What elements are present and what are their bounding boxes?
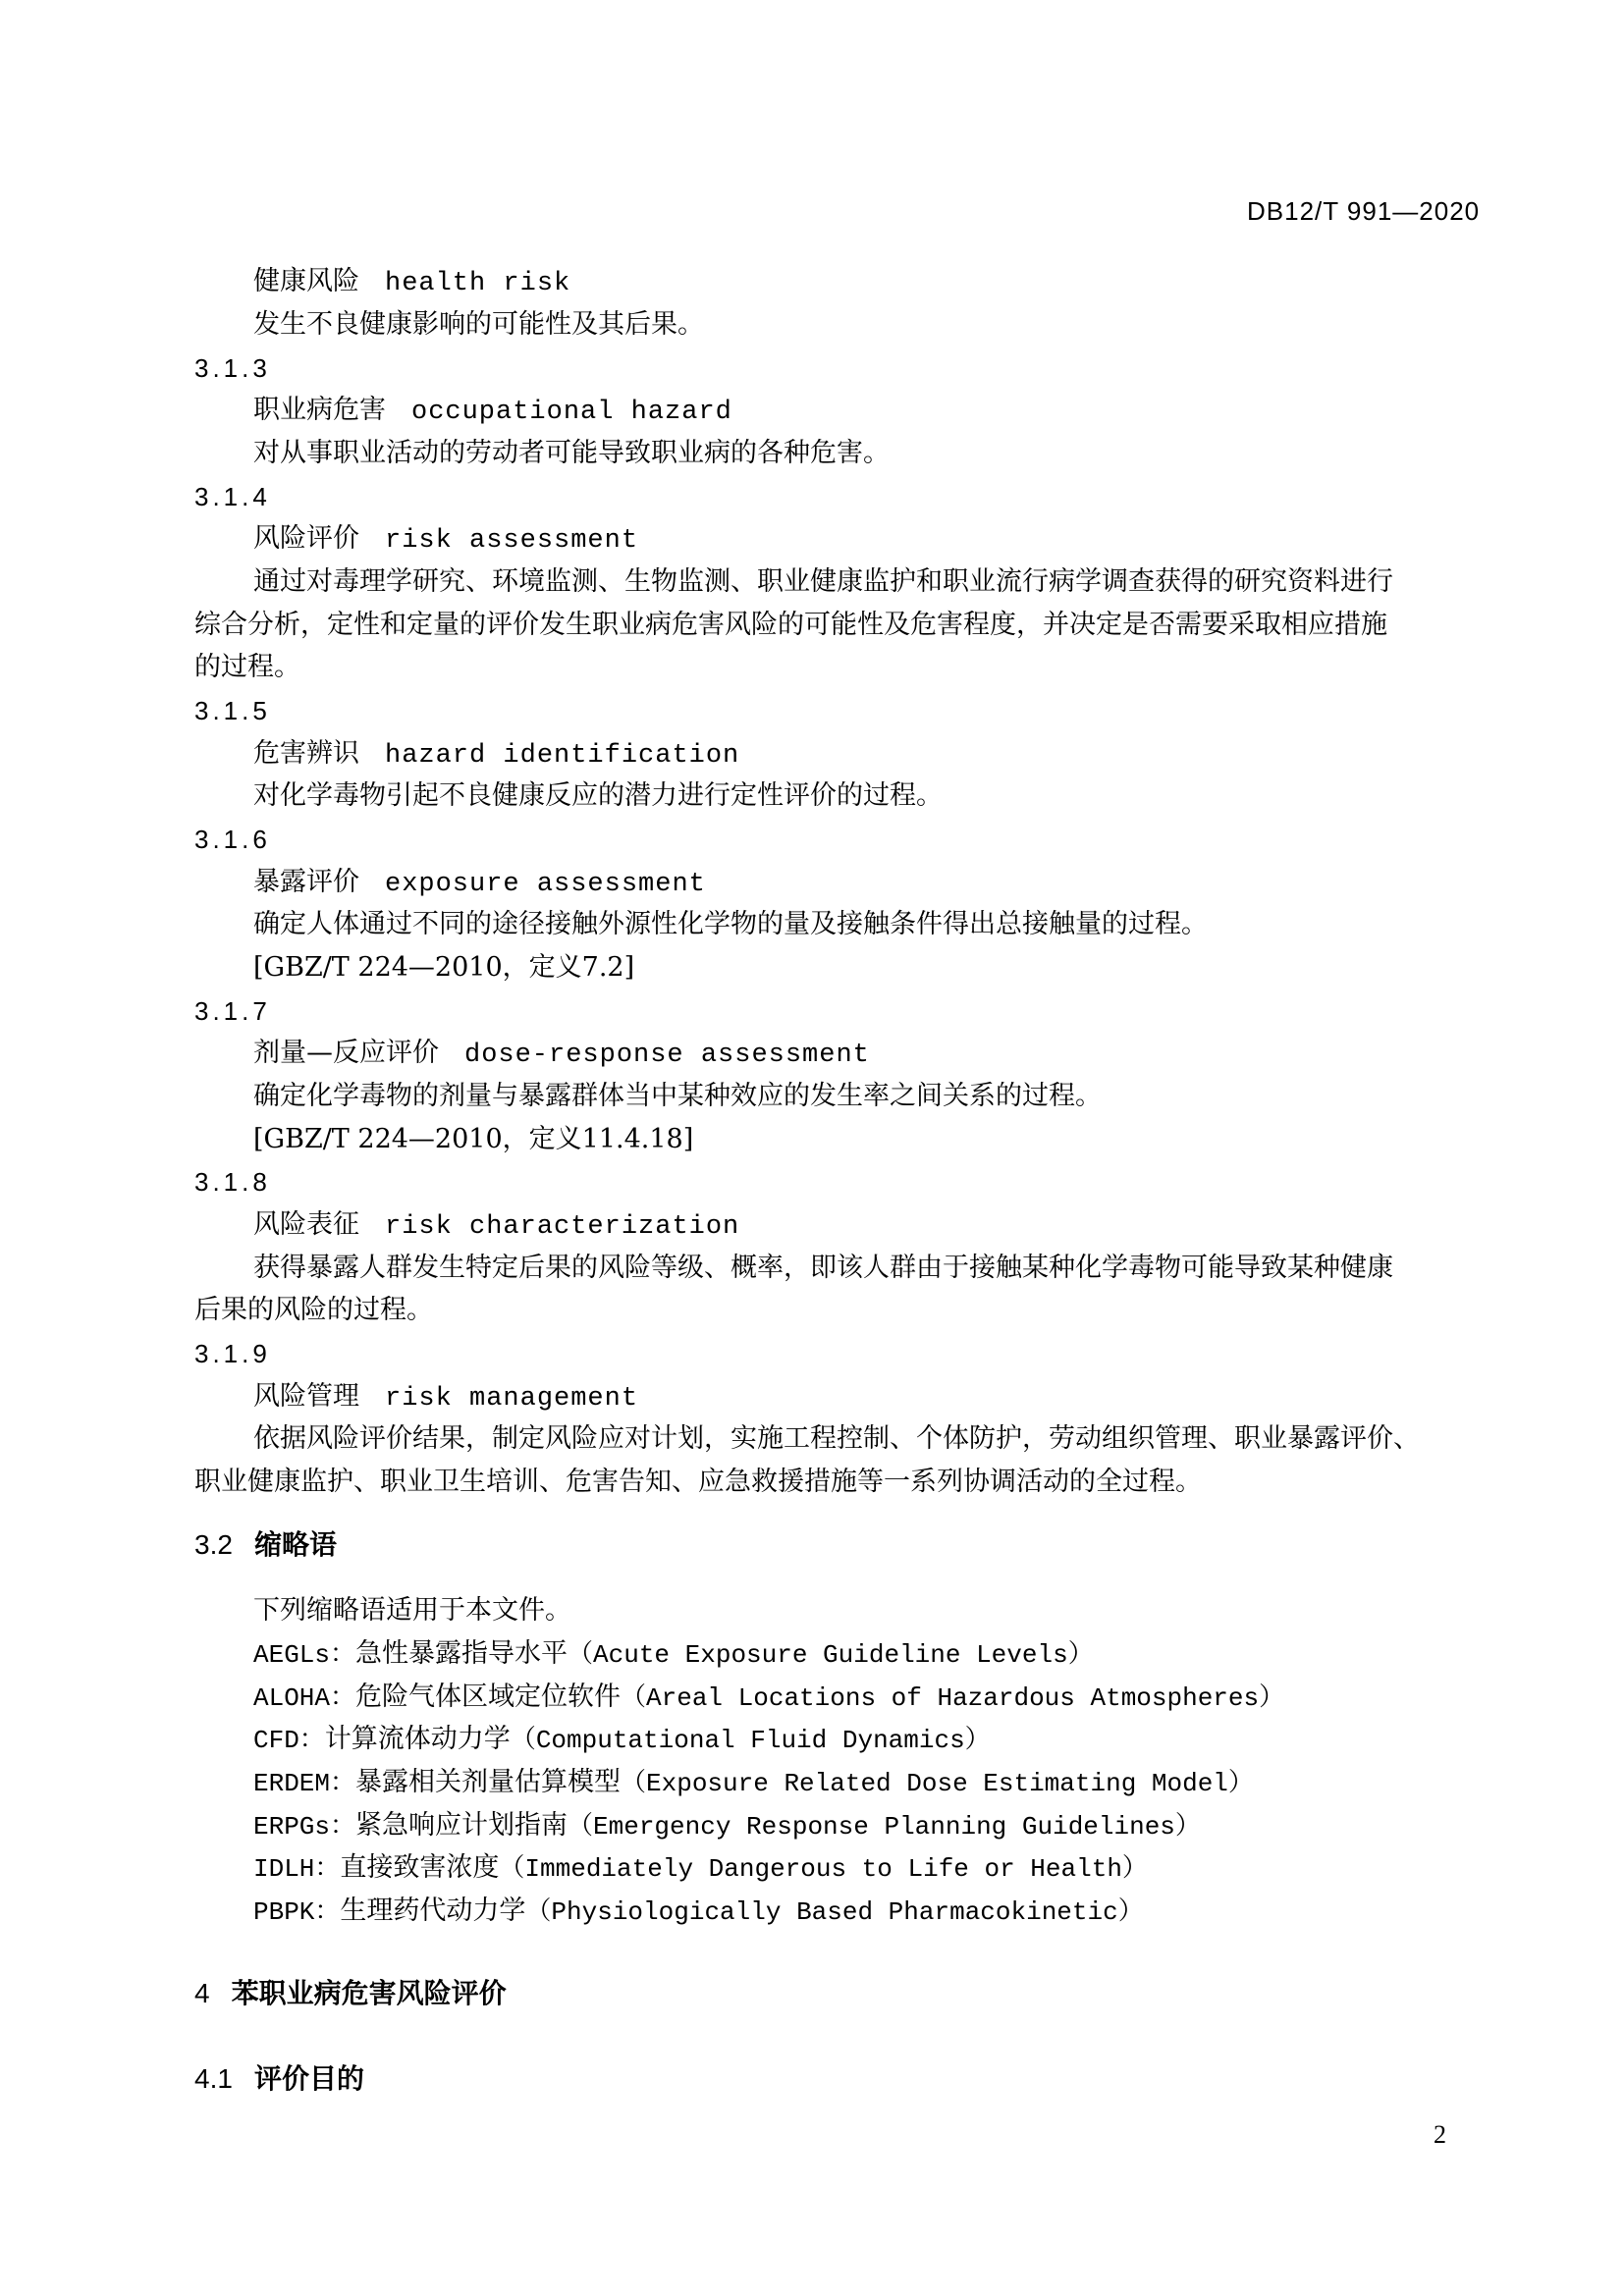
definition-risk-characterization-line-2: 后果的风险的过程。 bbox=[194, 1295, 433, 1325]
definition-exposure-assessment: 确定人体通过不同的途径接触外源性化学物的量及接触条件得出总接触量的过程。 bbox=[253, 909, 1208, 939]
term-cn: 剂量—反应评价 bbox=[253, 1038, 439, 1068]
definition-risk-assessment-line-2: 综合分析，定性和定量的评价发生职业病危害风险的可能性及危害程度，并决定是否需要采取相应措施 bbox=[194, 610, 1387, 640]
term-cn: 暴露评价 bbox=[253, 867, 359, 897]
abbreviation-cn: 危险气体区域定位软件 bbox=[355, 1682, 622, 1712]
abbreviation-item bbox=[253, 1850, 1148, 1887]
abbreviation-en: （Computational Fluid Dynamics） bbox=[510, 1726, 991, 1755]
term-cn: 危害辨识 bbox=[253, 738, 359, 769]
definition-dose-response: 确定化学毒物的剂量与暴露群体当中某种效应的发生率之间关系的过程。 bbox=[253, 1081, 1102, 1111]
page-number: 2 bbox=[1434, 2120, 1446, 2149]
term-en: hazard identification bbox=[385, 741, 740, 771]
term-risk-characterization bbox=[253, 1207, 739, 1245]
abbreviation-item bbox=[253, 1636, 1094, 1673]
term-risk-management bbox=[253, 1379, 638, 1416]
term-cn: 风险评价 bbox=[253, 523, 359, 554]
abbreviation-item bbox=[253, 1765, 1254, 1801]
clause-number-3-1-7: 3.1.7 bbox=[194, 996, 271, 1026]
clause-number-3-1-3: 3.1.3 bbox=[194, 353, 271, 383]
abbreviation-code: CFD： bbox=[253, 1726, 325, 1755]
section-title: 评价目的 bbox=[253, 2062, 364, 2095]
abbreviation-en: （Emergency Response Planning Guidelines） bbox=[568, 1812, 1201, 1842]
abbreviation-item bbox=[253, 1808, 1201, 1844]
definition-risk-assessment-line-1: 通过对毒理学研究、环境监测、生物监测、职业健康监护和职业流行病学调查获得的研究资料进行 bbox=[253, 566, 1393, 597]
clause-number-3-1-6: 3.1.6 bbox=[194, 825, 271, 854]
clause-number-3-1-8: 3.1.8 bbox=[194, 1167, 271, 1197]
abbreviation-code: ALOHA： bbox=[253, 1683, 356, 1713]
term-en: risk management bbox=[385, 1384, 639, 1414]
section-heading-4-1 bbox=[194, 2061, 364, 2097]
term-en: dose-response assessment bbox=[464, 1041, 870, 1070]
abbreviation-cn: 生理药代动力学 bbox=[340, 1896, 526, 1926]
section-title: 苯职业病危害风险评价 bbox=[231, 1977, 507, 2009]
abbreviation-cn: 计算流体动力学 bbox=[324, 1724, 511, 1754]
abbreviation-cn: 暴露相关剂量估算模型 bbox=[355, 1767, 622, 1797]
term-en: risk characterization bbox=[385, 1212, 740, 1242]
term-occupational-hazard bbox=[253, 393, 732, 430]
section-heading-3-2 bbox=[194, 1527, 337, 1563]
definition-occupational-hazard: 对从事职业活动的劳动者可能导致职业病的各种危害。 bbox=[253, 438, 890, 468]
source-reference-dose-response: [GBZ/T 224—2010，定义11.4.18] bbox=[253, 1124, 694, 1154]
clause-number-3-1-9: 3.1.9 bbox=[194, 1339, 271, 1368]
term-cn: 健康风险 bbox=[253, 266, 359, 296]
abbreviation-cn: 直接致害浓度 bbox=[340, 1852, 500, 1883]
term-risk-assessment bbox=[253, 521, 638, 559]
term-en: risk assessment bbox=[385, 526, 639, 556]
abbreviation-code: ERDEM： bbox=[253, 1769, 356, 1798]
abbreviation-cn: 急性暴露指导水平 bbox=[355, 1638, 568, 1669]
term-hazard-identification bbox=[253, 736, 739, 774]
section-heading-4 bbox=[194, 1976, 507, 2011]
abbreviations-intro: 下列缩略语适用于本文件。 bbox=[253, 1595, 571, 1626]
definition-risk-management-line-1: 依据风险评价结果，制定风险应对计划，实施工程控制、个体防护，劳动组织管理、职业暴露评价、 bbox=[253, 1423, 1420, 1454]
definition-risk-assessment-line-3: 的过程。 bbox=[194, 652, 300, 682]
abbreviation-en: （Exposure Related Dose Estimating Model） bbox=[621, 1769, 1254, 1798]
term-cn: 职业病危害 bbox=[253, 395, 386, 425]
abbreviation-en: （Acute Exposure Guideline Levels） bbox=[568, 1640, 1094, 1670]
abbreviation-en: （Physiologically Based Pharmacokinetic） bbox=[525, 1897, 1144, 1927]
abbreviation-item bbox=[253, 1680, 1284, 1716]
definition-risk-characterization-line-1: 获得暴露人群发生特定后果的风险等级、概率，即该人群由于接触某种化学毒物可能导致某种健康 bbox=[253, 1253, 1393, 1283]
abbreviation-code: AEGLs： bbox=[253, 1640, 356, 1670]
term-en: exposure assessment bbox=[385, 870, 706, 899]
document-code-header: DB12/T 991—2020 bbox=[1247, 196, 1481, 226]
abbreviation-code: PBPK： bbox=[253, 1897, 341, 1927]
definition-health-risk: 发生不良健康影响的可能性及其后果。 bbox=[253, 309, 704, 340]
abbreviation-cn: 紧急响应计划指南 bbox=[355, 1810, 568, 1841]
section-number: 4 bbox=[194, 1978, 210, 2008]
abbreviation-item bbox=[253, 1722, 991, 1758]
clause-number-3-1-5: 3.1.5 bbox=[194, 696, 271, 725]
abbreviation-code: IDLH： bbox=[253, 1854, 341, 1884]
abbreviation-en: （Areal Locations of Hazardous Atmospheres） bbox=[621, 1683, 1285, 1713]
abbreviation-en: （Immediately Dangerous to Life or Health） bbox=[499, 1854, 1148, 1884]
section-title: 缩略语 bbox=[253, 1528, 337, 1561]
term-cn: 风险管理 bbox=[253, 1381, 359, 1412]
term-cn: 风险表征 bbox=[253, 1209, 359, 1240]
term-en: occupational hazard bbox=[411, 398, 732, 427]
definition-hazard-identification: 对化学毒物引起不良健康反应的潜力进行定性评价的过程。 bbox=[253, 780, 943, 811]
term-exposure-assessment bbox=[253, 865, 706, 902]
abbreviation-item bbox=[253, 1894, 1144, 1930]
section-number: 4.1 bbox=[194, 2063, 233, 2094]
clause-number-3-1-4: 3.1.4 bbox=[194, 482, 271, 511]
source-reference-exposure: [GBZ/T 224—2010，定义7.2] bbox=[253, 952, 635, 983]
term-en: health risk bbox=[385, 269, 571, 298]
section-number: 3.2 bbox=[194, 1529, 233, 1560]
abbreviation-code: ERPGs： bbox=[253, 1812, 356, 1842]
definition-risk-management-line-2: 职业健康监护、职业卫生培训、危害告知、应急救援措施等一系列协调活动的全过程。 bbox=[194, 1467, 1202, 1497]
term-health-risk bbox=[253, 264, 570, 301]
term-dose-response-assessment bbox=[253, 1036, 870, 1073]
